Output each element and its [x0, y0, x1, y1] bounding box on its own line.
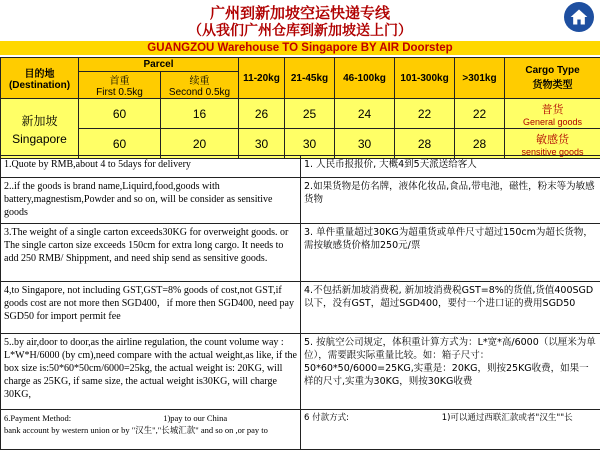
rate-cell: 28 — [455, 129, 505, 159]
home-button[interactable] — [564, 2, 594, 32]
note-zh: 1. 人民币报报价, 大概4到5天派送给客人 — [301, 156, 600, 178]
rate-cell: 30 — [335, 129, 395, 159]
cargo-type-header: Cargo Type 货物类型 — [505, 58, 600, 99]
home-icon — [569, 7, 589, 27]
rate-cell: 22 — [455, 99, 505, 129]
range-header: 101-300kg — [395, 58, 455, 99]
note-zh: 2.如果货物是仿名牌，液体化妆品,食品,带电池，磁性，粉末等为敏感货物 — [301, 178, 600, 224]
rate-table — [0, 57, 600, 159]
note-en: 2..if the goods is brand name,Liquird,food,goods with battery,magnestism,Powder and so on, will be consider as sensitive goods — [1, 178, 301, 224]
rate-cell: 60 — [79, 99, 161, 129]
rate-cell: 30 — [285, 129, 335, 159]
cargo-type-cell: 敏感货 sensitive goods — [505, 129, 600, 159]
rate-cell: 24 — [335, 99, 395, 129]
destination-header: 目的地 (Destination) — [1, 58, 79, 99]
note-zh: 4.不包括新加坡消费税, 新加坡消费税GST=8%的货值,货值400SGD以下，没有GST，超过SGD400，要付一个进口证的费用SGD50 — [301, 282, 600, 334]
range-header: 21-45kg — [285, 58, 335, 99]
rate-cell: 16 — [161, 99, 239, 129]
rate-cell: 25 — [285, 99, 335, 129]
first-weight-header: 首重 First 0.5kg — [79, 72, 161, 99]
page-title: 广州到新加坡空运快递专线 — [209, 4, 390, 22]
rate-cell: 60 — [79, 129, 161, 159]
note-en: 6.Payment Method: 1)pay to our China bank account by western union or by "汉生","长城汇款" and so on ,or pay to — [1, 410, 301, 450]
notes-table — [0, 155, 600, 450]
range-header: 11-20kg — [239, 58, 285, 99]
note-en: 3.The weight of a single carton exceeds30KG for overweight goods. or The single carton size exceeds 150cm for extra long cargo. It needs to add 250 RMB/ Shippment, and need ship send as sensitive goods. — [1, 224, 301, 282]
second-weight-header: 续重 Second 0.5kg — [161, 72, 239, 99]
page-subtitle: （从我们广州仓库到新加坡送上门） — [188, 23, 412, 39]
note-zh: 5. 按航空公司规定，体积重计算方式为：L*宽*高/6000（以厘米为单位），需要跟实际重量比较。如：箱子尺寸：50*60*50/6000=25KG,实重是：20KG，则按25KG收费，如果一样的尺寸,实重为30KG，则按30KG收费 — [301, 334, 600, 410]
cargo-type-cell: 普货 General goods — [505, 99, 600, 129]
range-header: 46-100kg — [335, 58, 395, 99]
rate-cell: 26 — [239, 99, 285, 129]
route-banner: GUANGZOU Warehouse TO Singapore BY AIR Doorstep — [0, 41, 600, 55]
rate-cell: 30 — [239, 129, 285, 159]
note-en: 5..by air,door to door,as the airline regulation, the count volume way : L*W*H/6000 (by cm),need compare with the actual weight,as like, if the box size is:50*60*50cm/6000=25kg, the actual weight is: 20KG, will charge as 25KG, if same size, the actual weight is30KG, will charge 30KG, — [1, 334, 301, 410]
rate-cell: 22 — [395, 99, 455, 129]
range-header: >301kg — [455, 58, 505, 99]
note-zh: 3. 单件重量超过30KG为超重货或单件尺寸超过150cm为超长货物，需按敏感货价格加250元/票 — [301, 224, 600, 282]
note-zh: 6 付款方式: 1)可以通过西联汇款或者"汉生""长 — [301, 410, 600, 450]
destination-cell: 新加坡 Singapore — [1, 99, 79, 159]
note-en: 4,to Singapore, not including GST,GST=8% goods of cost,not GST,if goods cost are not more then SGD400，if more then SGD400, need pay SGD50 for import permit fee — [1, 282, 301, 334]
page-header — [0, 0, 600, 40]
rate-cell: 20 — [161, 129, 239, 159]
note-en: 1.Quote by RMB,about 4 to 5days for delivery — [1, 156, 301, 178]
parcel-header: Parcel — [79, 58, 239, 72]
rate-cell: 28 — [395, 129, 455, 159]
